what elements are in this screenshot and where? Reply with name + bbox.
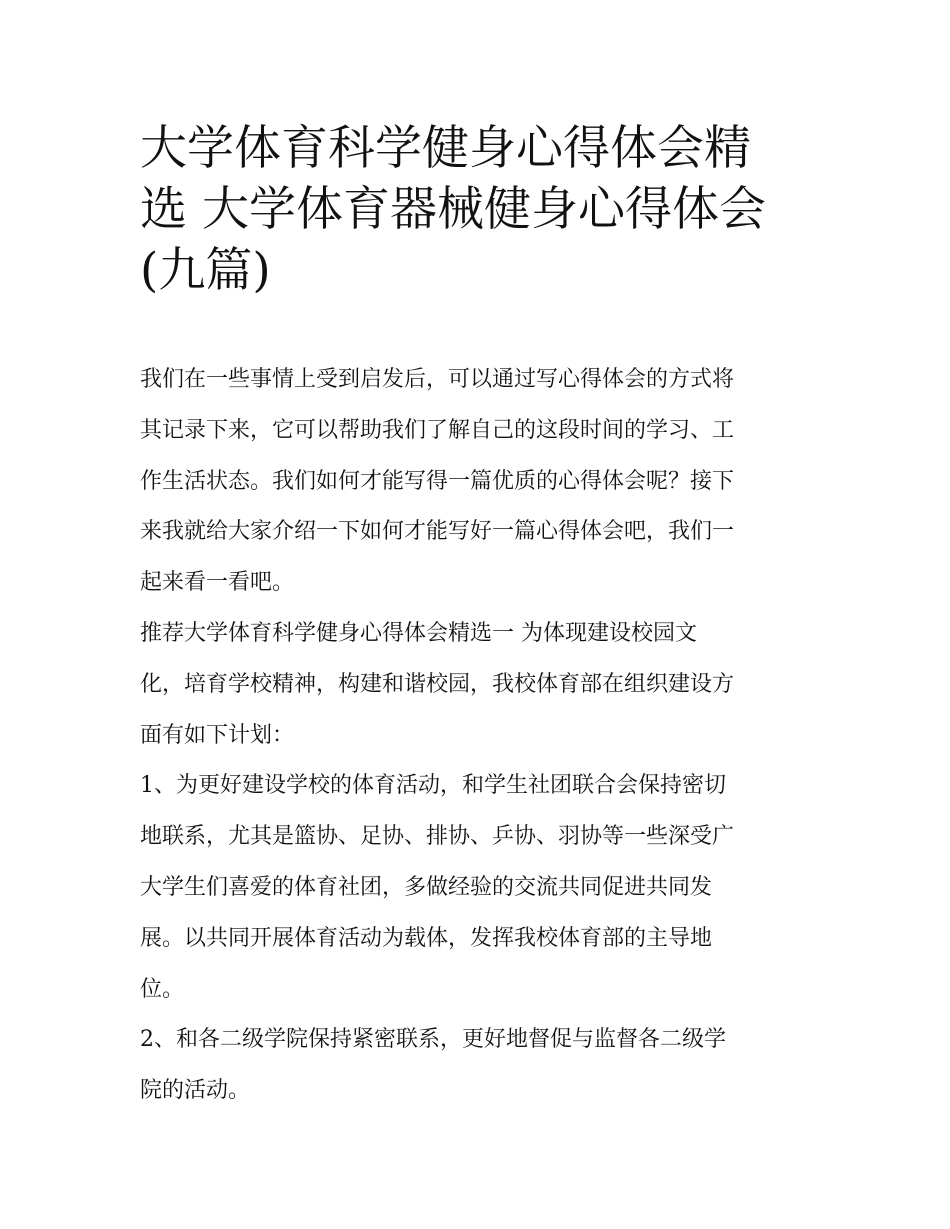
paragraph-line: 起来看一看吧。	[140, 570, 295, 596]
document-body	[140, 355, 820, 1117]
paragraph-line: 我们在一些事情上受到启发后，可以通过写心得体会的方式将	[140, 367, 735, 392]
plan-item-2	[140, 1015, 820, 1117]
paragraph-line: 地联系，尤其是篮协、足协、排协、乒协、羽协等一些深受广	[140, 824, 735, 850]
paragraph-line: 其记录下来，它可以帮助我们了解自己的这段时间的学习、工	[140, 417, 735, 443]
paragraph-line: 位。	[140, 976, 185, 1002]
intro-paragraph	[140, 355, 820, 609]
paragraph-line: 推荐大学体育科学健身心得体会精选一 为体现建设校园文	[140, 620, 697, 646]
title-line: 选 大学体育器械健身心得体会	[140, 182, 766, 237]
paragraph-line: 展。以共同开展体育活动为载体，发挥我校体育部的主导地	[140, 925, 713, 951]
document-title	[140, 118, 820, 301]
paragraph-line: 大学生们喜爱的体育社团，多做经验的交流共同促进共同发	[140, 874, 713, 900]
title-line: 大学体育科学健身心得体会精	[140, 121, 751, 176]
paragraph-line: 来我就给大家介绍一下如何才能写好一篇心得体会吧，我们一	[140, 519, 735, 545]
paragraph-line: 1、为更好建设学校的体育活动，和学生社团联合会保持密切	[140, 773, 726, 799]
paragraph-line: 院的活动。	[140, 1078, 251, 1104]
paragraph-line: 作生活状态。我们如何才能写得一篇优质的心得体会呢？接下	[140, 468, 735, 494]
plan-item-1	[140, 761, 820, 1015]
paragraph-line: 面有如下计划：	[140, 722, 295, 748]
paragraph-line: 2、和各二级学院保持紧密联系，更好地督促与监督各二级学	[140, 1027, 726, 1053]
paragraph-line: 化，培育学校精神，构建和谐校园，我校体育部在组织建设方	[140, 671, 735, 697]
title-line: (九篇)	[140, 243, 271, 298]
section-one-paragraph	[140, 609, 820, 761]
